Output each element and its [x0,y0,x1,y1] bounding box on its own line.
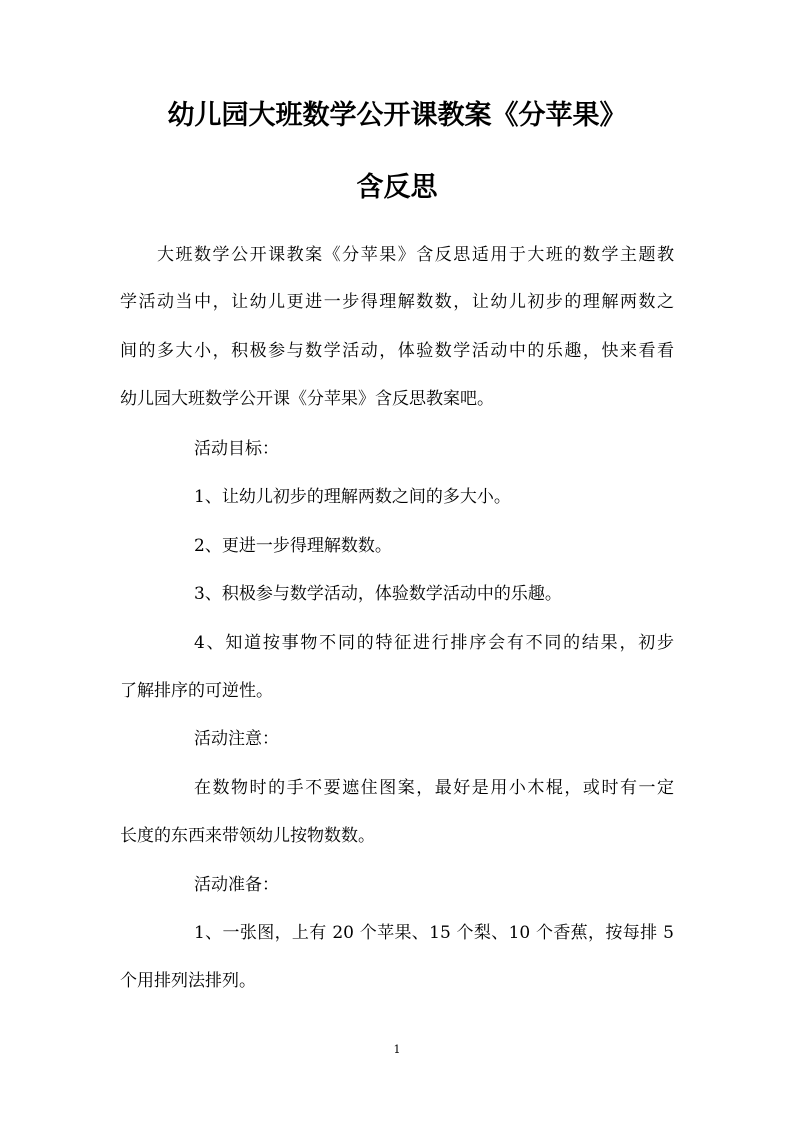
intro-line-1: 大班数学公开课教案《分苹果》含反思适用于大班的数学主题教 [157,245,674,265]
intro-line-2: 学活动当中，让幼儿更进一步得理解数数，让幼儿初步的理解两数之 [120,292,674,312]
section-heading-preparation: 活动准备： [194,875,279,895]
goal-item-1: 1、让幼儿初步的理解两数之间的多大小。 [194,487,511,507]
note-line-2: 长度的东西来带领幼儿按物数数。 [120,826,375,846]
section-heading-goals: 活动目标： [194,439,279,459]
section-heading-notes: 活动注意： [194,729,279,749]
note-line-1: 在数物时的手不要遮住图案，最好是用小木棍，或时有一定 [194,778,674,798]
prep-item-1-line-2: 个用排列法排列。 [120,971,256,991]
page-number: 1 [393,1043,401,1056]
intro-line-3: 间的多大小，积极参与数学活动，体验数学活动中的乐趣，快来看看 [120,341,674,361]
goal-item-4-line-1: 4、知道按事物不同的特征进行排序会有不同的结果，初步 [194,633,674,653]
document-title-line-1: 幼儿园大班数学公开课教案《分苹果》 [167,100,627,131]
goal-item-3: 3、积极参与数学活动，体验数学活动中的乐趣。 [194,584,562,604]
intro-line-4: 幼儿园大班数学公开课《分苹果》含反思教案吧。 [120,389,494,409]
goal-item-2: 2、更进一步得理解数数。 [194,536,392,556]
goal-item-4-line-2: 了解排序的可逆性。 [120,681,273,701]
prep-item-1-line-1: 1、一张图，上有 20 个苹果、15 个梨、10 个香蕉，按每排 5 [194,923,674,943]
document-title-line-2: 含反思 [356,172,438,203]
